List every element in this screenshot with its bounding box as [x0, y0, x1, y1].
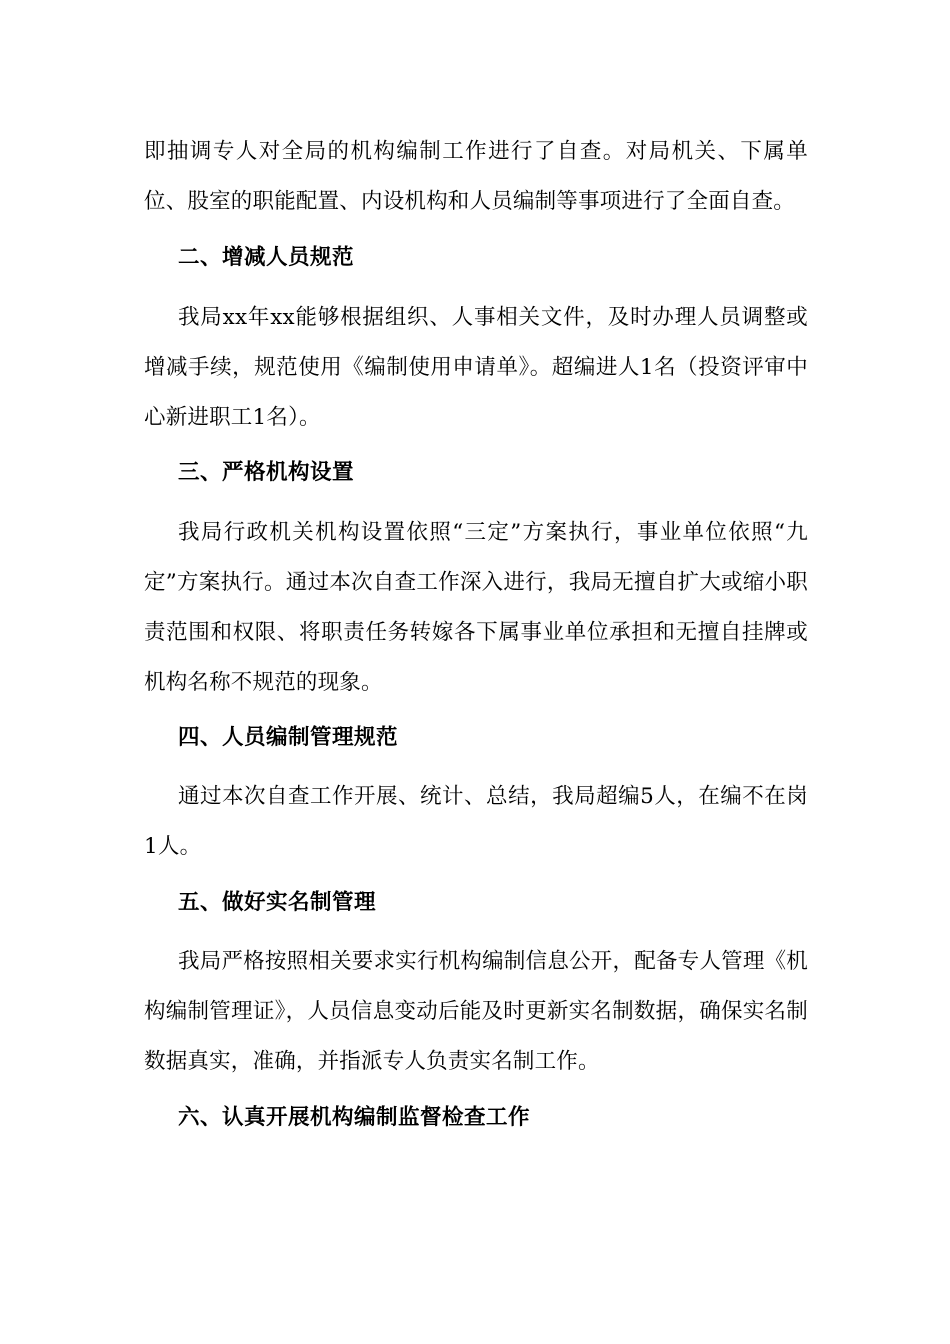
section-heading-5: 五、做好实名制管理	[178, 890, 377, 915]
body-paragraph-intro: 即抽调专人对全局的机构编制工作进行了自查。对局机关、下属单位、股室的职能配置、内设机构和人员编制等事项进行了全面自查。	[144, 139, 808, 214]
body-paragraph-section-4: 通过本次自查工作开展、统计、总结，我局超编5人，在编不在岗1人。	[144, 784, 808, 859]
body-paragraph-section-3: 我局行政机关机构设置依照“三定”方案执行，事业单位依照“九定”方案执行。通过本次自查工作深入进行，我局无擅自扩大或缩小职责范围和权限、将职责任务转嫁各下属事业单位承担和无擅自挂牌或机构名称不规范的现象。	[144, 520, 808, 695]
section-heading-6: 六、认真开展机构编制监督检查工作	[178, 1105, 531, 1130]
section-heading-3: 三、严格机构设置	[178, 460, 355, 485]
section-heading-4: 四、人员编制管理规范	[178, 725, 399, 750]
body-paragraph-section-5: 我局严格按照相关要求实行机构编制信息公开，配备专人管理《机构编制管理证》，人员信息变动后能及时更新实名制数据，确保实名制数据真实，准确，并指派专人负责实名制工作。	[144, 949, 808, 1074]
body-paragraph-section-2: 我局xx年xx能够根据组织、人事相关文件，及时办理人员调整或增减手续，规范使用《编制使用申请单》。超编进人1名（投资评审中心新进职工1名）。	[144, 305, 808, 430]
section-heading-2: 二、增减人员规范	[178, 245, 355, 270]
